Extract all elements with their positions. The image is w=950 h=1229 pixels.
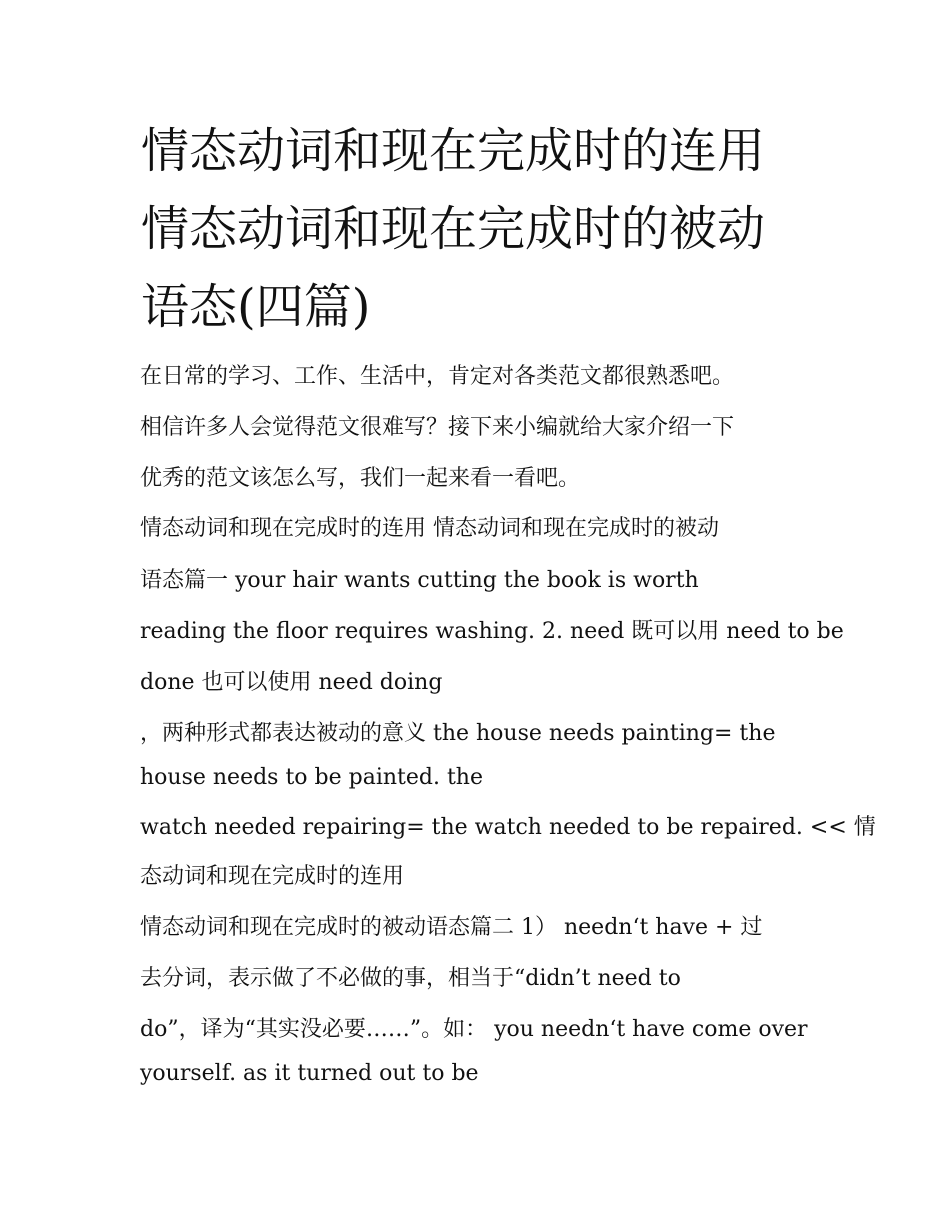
body-text-line: 态动词和现在完成时的连用: [140, 864, 405, 889]
body-text-line: done 也可以使用 need doing: [140, 670, 443, 695]
body-text-line: ，两种形式都表达被动的意义 the house needs painting= the: [140, 721, 776, 746]
body-text-line: reading the floor requires washing. 2. need 既可以用 need to be: [140, 619, 844, 644]
document-title: [141, 112, 821, 346]
body-text-line: 在日常的学习、工作、生活中，肯定对各类范文都很熟悉吧。: [140, 364, 735, 389]
body-text-line: yourself. as it turned out to be: [140, 1061, 479, 1086]
body-text-line: 情态动词和现在完成时的连用 情态动词和现在完成时的被动: [140, 516, 719, 541]
body-text-line: 情态动词和现在完成时的被动语态篇二 1） needn‘t have + 过: [140, 915, 763, 940]
body-text-line: house needs to be painted. the: [140, 765, 483, 790]
title-line: 语态(四篇): [141, 279, 371, 335]
body-text-line: 相信许多人会觉得范文很难写？接下来小编就给大家介绍一下: [140, 415, 735, 440]
title-line: 情态动词和现在完成时的连用: [141, 123, 766, 179]
title-line: 情态动词和现在完成时的被动: [141, 201, 766, 257]
body-text-line: 优秀的范文该怎么写，我们一起来看一看吧。: [140, 466, 581, 491]
body-text-line: do”，译为“其实没必要……”。如： you needn‘t have come over: [140, 1017, 808, 1042]
body-text-line: watch needed repairing= the watch needed to be repaired. << 情: [140, 815, 876, 840]
body-text-line: 语态篇一 your hair wants cutting the book is worth: [140, 568, 699, 593]
body-text-line: 去分词，表示做了不必做的事，相当于“didn’t need to: [140, 966, 681, 991]
